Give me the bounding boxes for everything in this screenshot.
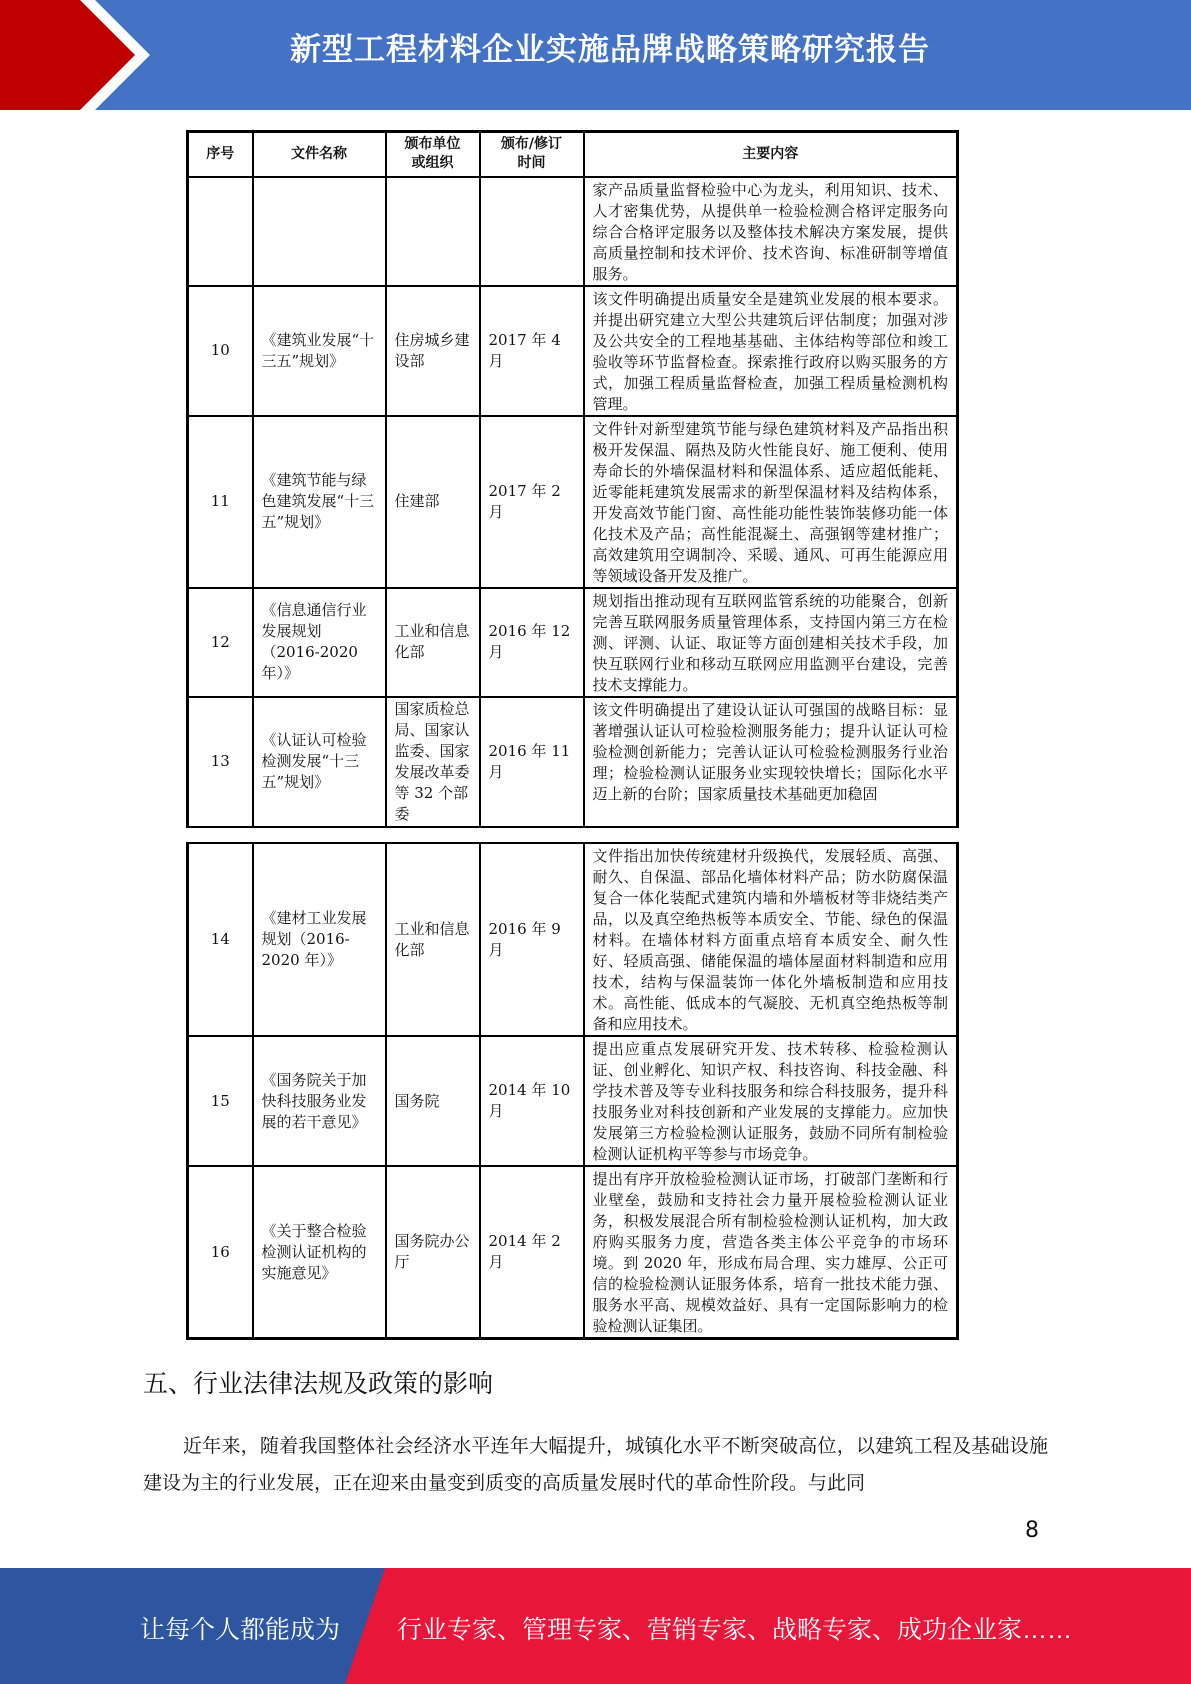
row-content: 提出有序开放检验检测认证市场，打破部门垄断和行业壁垒，鼓励和支持社会力量开展检验检测认证业务，积极发展混合所有制检验检测认证机构，加大政府购买服务力度，营造各类主体公平竞争的市场环境。到 2020 年，形成布局合理、实力雄厚、公正可信的检验检测认证服务体系，培育一批技术能力强、服务水平高、规模效益好、具有一定国际影响力的检验检测认证集团。 <box>584 1166 958 1339</box>
table-row <box>188 177 958 286</box>
col-header-content: 主要内容 <box>584 132 958 177</box>
row-content: 文件针对新型建筑节能与绿色建筑材料及产品指出积极开发保温、隔热及防火性能良好、施工便利、使用寿命长的外墙保温材料和保温体系、适应超低能耗、近零能耗建筑发展需求的新型保温材料及结构体系，开发高效节能门窗、高性能功能性装饰装修功能一体化技术及产品；高性能混凝土、高强钢等建材推广；高效建筑用空调制冷、采暖、通风、可再生能源应用等领域设备开发及推广。 <box>584 416 958 588</box>
row-date: 2016 年 11 月 <box>480 697 584 827</box>
table-header-row <box>188 132 958 177</box>
row-date: 2017 年 4 月 <box>480 286 584 416</box>
body-paragraph: 近年来，随着我国整体社会经济水平连年大幅提升，城镇化水平不断突破高位，以建筑工程及基础设施建设为主的行业发展，正在迎来由量变到质变的高质量发展时代的革命性阶段。与此同 <box>143 1435 1048 1494</box>
row-content: 该文件明确提出了建设认证认可强国的战略目标：显著增强认证认可检验检测服务能力；提升认证认可检验检测创新能力；完善认证认可检验检测服务行业治理；检验检测认证服务业实现较快增长；国际化水平迈上新的台阶；国家质量技术基础更加稳固 <box>584 697 958 827</box>
col-header-name: 文件名称 <box>253 132 386 177</box>
table-row <box>188 588 958 697</box>
row-org: 国务院办公厅 <box>386 1166 480 1339</box>
table-row <box>188 286 958 416</box>
col-header-date: 颁布/修订 时间 <box>480 132 584 177</box>
report-title: 新型工程材料企业实施品牌战略策略研究报告 <box>290 32 930 68</box>
row-date: 2017 年 2 月 <box>480 416 584 588</box>
table-row <box>188 1166 958 1339</box>
section-heading: 五、行业法律法规及政策的影响 <box>143 1369 494 1398</box>
row-org: 国家质检总局、国家认监委、国家发展改革委等 32 个部委 <box>386 697 480 827</box>
table-row <box>188 1036 958 1166</box>
row-org: 住建部 <box>386 416 480 588</box>
row-content: 提出应重点发展研究开发、技术转移、检验检测认证、创业孵化、知识产权、科技咨询、科技金融、科学技术普及等专业科技服务和综合科技服务，提升科技服务业对科技创新和产业发展的支撑能力。应加快发展第三方检验检测认证服务，鼓励不同所有制检验检测认证机构平等参与市场竞争。 <box>584 1036 958 1166</box>
row-content: 文件指出加快传统建材升级换代，发展轻质、高强、耐久、自保温、部品化墙体材料产品；防水防腐保温复合一体化装配式建筑内墙和外墙板材等非烧结类产品，以及真空绝热板等本质安全、节能、绿色的保温材料。在墙体材料方面重点培育本质安全、耐久性好、轻质高强、储能保温的墙体屋面材料制造和应用技术，结构与保温装饰一体化外墙板制造和应用技术。高性能、低成本的气凝胶、无机真空绝热板等制备和应用技术。 <box>584 843 958 1036</box>
policy-table-part-1 <box>186 130 959 828</box>
col-header-no: 序号 <box>188 132 253 177</box>
row-no: 15 <box>188 1036 253 1166</box>
row-content: 规划指出推动现有互联网监管系统的功能聚合，创新完善互联网服务质量管理体系，支持国内第三方在检测、评测、认证、取证等方面创建相关技术手段，加快互联网行业和移动互联网应用监测平台建设，完善技术支撑能力。 <box>584 588 958 697</box>
row-org: 工业和信息化部 <box>386 843 480 1036</box>
row-date: 2016 年 9 月 <box>480 843 584 1036</box>
row-date: 2014 年 10 月 <box>480 1036 584 1166</box>
row-no: 14 <box>188 843 253 1036</box>
row-date <box>480 177 584 286</box>
row-date: 2016 年 12 月 <box>480 588 584 697</box>
row-no <box>188 177 253 286</box>
row-no: 12 <box>188 588 253 697</box>
table-row <box>188 416 958 588</box>
policy-table-part-2 <box>186 842 959 1340</box>
row-content: 该文件明确提出质量安全是建筑业发展的根本要求。并提出研究建立大型公共建筑后评估制度；加强对涉及公共安全的工程地基基础、主体结构等部位和竣工验收等环节监督检查。探索推行政府以购买服务的方式，加强工程质量监督检查，加强工程质量检测机构管理。 <box>584 286 958 416</box>
table-row <box>188 843 958 1036</box>
row-name: 《建筑节能与绿色建筑发展“十三五”规划》 <box>253 416 386 588</box>
row-org: 住房城乡建设部 <box>386 286 480 416</box>
row-name: 《建材工业发展规划（2016-2020 年）》 <box>253 843 386 1036</box>
row-content: 家产品质量监督检验中心为龙头，利用知识、技术、人才密集优势，从提供单一检验检测合格评定服务向综合合格评定服务以及整体技术解决方案发展，提供高质量控制和技术评价、技术咨询、标准研制等增值服务。 <box>584 177 958 286</box>
row-name <box>253 177 386 286</box>
row-name: 《关于整合检验检测认证机构的实施意见》 <box>253 1166 386 1339</box>
table-row <box>188 697 958 827</box>
row-org <box>386 177 480 286</box>
row-no: 16 <box>188 1166 253 1339</box>
footer-slogan-left: 让每个人都能成为 <box>140 1616 341 1644</box>
row-name: 《建筑业发展“十三五”规划》 <box>253 286 386 416</box>
row-no: 10 <box>188 286 253 416</box>
row-org: 工业和信息化部 <box>386 588 480 697</box>
row-org: 国务院 <box>386 1036 480 1166</box>
row-no: 11 <box>188 416 253 588</box>
col-header-org: 颁布单位 或组织 <box>386 132 480 177</box>
footer-slogan-right: 行业专家、管理专家、营销专家、战略专家、成功企业家…… <box>397 1616 1073 1644</box>
row-date: 2014 年 2 月 <box>480 1166 584 1339</box>
row-name: 《国务院关于加快科技服务业发展的若干意见》 <box>253 1036 386 1166</box>
row-name: 《信息通信行业发展规划（2016-2020 年）》 <box>253 588 386 697</box>
row-no: 13 <box>188 697 253 827</box>
row-name: 《认证认可检验检测发展“十三五”规划》 <box>253 697 386 827</box>
page-number: 8 <box>1025 1518 1039 1543</box>
